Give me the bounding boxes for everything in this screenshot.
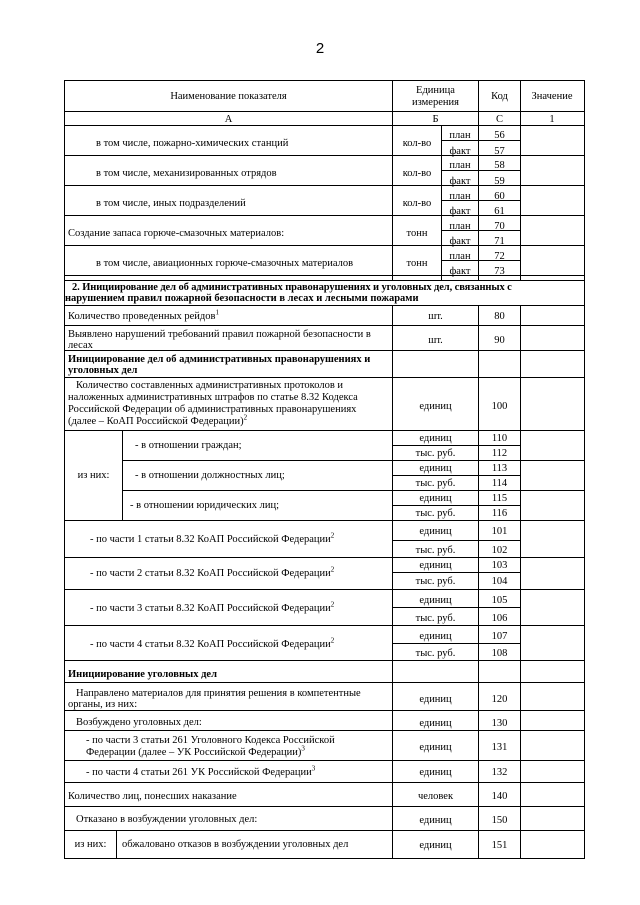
unit-cell: единиц	[419, 694, 452, 705]
grid-line	[64, 80, 585, 81]
row-label-line1: Направлено материалов для принятия решения в компетентные	[76, 688, 361, 699]
row-label-line2: наложенных административных штрафов по статье 8.32 Кодекса	[68, 392, 358, 403]
row-label: - в отношении должностных лиц;	[135, 470, 285, 481]
row-label: - в отношении граждан;	[135, 440, 242, 451]
code-cell: 90	[494, 335, 505, 346]
header-letter-1: 1	[549, 114, 555, 125]
row-label: Количество проведенных рейдов$^1$	[68, 308, 219, 322]
grid-line	[64, 782, 585, 783]
plan-label: план	[449, 251, 471, 262]
row-label: - по части 1 статьи 8.32 КоАП Российской Федерации$^2$	[90, 531, 335, 545]
unit-cell: единиц	[419, 718, 452, 729]
section-title-line2: нарушением правил пожарной безопасности в лесах и лесными пожарами	[65, 293, 419, 304]
code-cell: 106	[491, 613, 508, 624]
row-label: Возбуждено уголовных дел:	[76, 717, 202, 728]
unit-cell: шт.	[428, 311, 443, 322]
grid-line	[64, 682, 585, 683]
unit-cell: единиц	[419, 815, 452, 826]
grid-line	[116, 830, 117, 859]
grid-line	[64, 350, 585, 351]
unit-cell: тыс. руб.	[415, 478, 456, 489]
grid-line	[64, 858, 585, 859]
fact-label: факт	[449, 146, 471, 157]
code-cell: 61	[494, 206, 505, 217]
unit-cell: кол-во	[402, 168, 432, 179]
grid-line	[520, 305, 521, 859]
header-name: Наименование показателя	[170, 91, 287, 102]
grid-line	[64, 830, 585, 831]
unit-cell: единиц	[419, 560, 452, 571]
unit-cell: тыс. руб.	[415, 613, 456, 624]
row-label: Создание запаса горюче-смазочных материалов:	[68, 228, 285, 239]
unit-cell: единиц	[419, 463, 452, 474]
row-label: - по части 4 статьи 261 УК Российской Федерации$^3$	[86, 764, 316, 778]
header-letter-a: А	[224, 114, 233, 125]
unit-cell: единиц	[419, 742, 452, 753]
row-label: - по части 4 статьи 8.32 КоАП Российской Федерации$^2$	[90, 636, 335, 650]
unit-cell: тонн	[406, 228, 428, 239]
code-cell: 103	[491, 560, 508, 571]
fact-label: факт	[449, 266, 471, 277]
unit-cell: единиц	[419, 595, 452, 606]
code-cell: 140	[491, 791, 508, 802]
code-cell: 120	[491, 694, 508, 705]
grid-line	[392, 80, 393, 281]
plan-label: план	[449, 191, 471, 202]
unit-cell: единиц	[419, 526, 452, 537]
header-unit-line1: Единица	[416, 85, 455, 96]
row-label: Отказано в возбуждении уголовных дел:	[76, 814, 258, 825]
grid-line	[64, 125, 585, 126]
unit-cell: кол-во	[402, 198, 432, 209]
code-cell: 58	[494, 160, 505, 171]
subsection-title-line1: Инициирование дел об административных правонарушениях и	[68, 354, 371, 365]
grid-line	[64, 280, 585, 281]
grid-line	[392, 445, 521, 446]
code-cell: 105	[491, 595, 508, 606]
row-label: обжаловано отказов в возбуждении уголовных дел	[122, 839, 349, 850]
code-cell: 150	[491, 815, 508, 826]
code-cell: 72	[494, 251, 505, 262]
code-cell: 70	[494, 221, 505, 232]
unit-cell: единиц	[419, 767, 452, 778]
unit-cell: единиц	[419, 493, 452, 504]
row-label: в том числе, иных подразделений	[96, 198, 246, 209]
unit-cell: тыс. руб.	[415, 648, 456, 659]
grid-line	[392, 643, 521, 644]
plan-label: план	[449, 130, 471, 141]
unit-cell: тыс. руб.	[415, 545, 456, 556]
code-cell: 130	[491, 718, 508, 729]
grid-line	[64, 806, 585, 807]
code-cell: 131	[491, 742, 508, 753]
row-label: Количество лиц, понесших наказание	[68, 791, 237, 802]
unit-cell: кол-во	[402, 138, 432, 149]
row-label-line2: лесах	[68, 340, 93, 351]
row-label-line2: Федерации (далее – УК Российской Федерации)$^3$	[86, 744, 305, 758]
grid-line	[64, 625, 585, 626]
header-letter-c: С	[495, 114, 503, 125]
grid-line	[64, 760, 585, 761]
grid-line	[64, 111, 585, 112]
grid-line	[64, 305, 585, 306]
grid-line	[64, 730, 585, 731]
row-label-line4: (далее – КоАП Российской Федерации)$^2$	[68, 413, 248, 427]
grid-line	[520, 80, 521, 281]
code-cell: 116	[491, 508, 508, 519]
row-label-line1: Выявлено нарушений требований правил пожарной безопасности в	[68, 329, 371, 340]
unit-cell: единиц	[419, 433, 452, 444]
code-cell: 115	[491, 493, 508, 504]
code-cell: 110	[491, 433, 508, 444]
code-cell: 60	[494, 191, 505, 202]
fact-label: факт	[449, 206, 471, 217]
subsection-title-line2: уголовных дел	[68, 365, 138, 376]
code-cell: 107	[491, 631, 508, 642]
code-cell: 151	[491, 840, 508, 851]
header-code: Код	[491, 91, 508, 102]
unit-cell: тыс. руб.	[415, 508, 456, 519]
code-cell: 102	[491, 545, 508, 556]
row-label: - по части 3 статьи 8.32 КоАП Российской Федерации$^2$	[90, 600, 335, 614]
iz-nih-label: из них:	[74, 839, 107, 850]
code-cell: 108	[491, 648, 508, 659]
row-label: в том числе, механизированных отрядов	[96, 168, 277, 179]
section-title-line1: 2. Инициирование дел об административных правонарушениях и уголовных дел, связанных с	[72, 282, 512, 293]
row-label: - по части 2 статьи 8.32 КоАП Российской Федерации$^2$	[90, 565, 335, 579]
code-cell: 113	[491, 463, 508, 474]
grid-line	[392, 572, 521, 573]
row-label: в том числе, пожарно-химических станций	[96, 138, 289, 149]
code-cell: 59	[494, 176, 505, 187]
row-label-line1: Количество составленных административных протоколов и	[76, 380, 344, 391]
row-label: - в отношении юридических лиц;	[130, 500, 280, 511]
code-cell: 104	[491, 576, 508, 587]
code-cell: 56	[494, 130, 505, 141]
code-cell: 101	[491, 526, 508, 537]
unit-cell: тыс. руб.	[415, 576, 456, 587]
row-label-line2: органы, из них:	[68, 699, 138, 710]
grid-line	[392, 540, 521, 541]
iz-nih-label: из них:	[77, 470, 110, 481]
grid-line	[392, 475, 521, 476]
grid-line	[122, 430, 123, 521]
grid-line	[392, 505, 521, 506]
row-label: в том числе, авиационных горюче-смазочных материалов	[96, 258, 354, 269]
unit-cell: единиц	[419, 840, 452, 851]
header-letter-b: Б	[432, 114, 439, 125]
fact-label: факт	[449, 176, 471, 187]
page-number: 2	[315, 40, 325, 57]
grid-line	[64, 430, 585, 431]
grid-line	[64, 589, 585, 590]
code-cell: 73	[494, 266, 505, 277]
code-cell: 112	[491, 448, 508, 459]
fact-label: факт	[449, 236, 471, 247]
grid-line	[122, 490, 585, 491]
subsection-title: Инициирование уголовных дел	[68, 669, 217, 680]
row-label-line3: Российской Федерации об административных правонарушениях	[68, 404, 357, 415]
code-cell: 100	[491, 401, 508, 412]
grid-line	[584, 80, 585, 859]
header-value: Значение	[531, 91, 573, 102]
grid-line	[122, 460, 585, 461]
code-cell: 80	[494, 311, 505, 322]
code-cell: 132	[491, 767, 508, 778]
unit-cell: тыс. руб.	[415, 448, 456, 459]
row-label-line1: - по части 3 статьи 261 Уголовного Кодекса Российской	[86, 735, 335, 746]
grid-line	[64, 325, 585, 326]
code-cell: 57	[494, 146, 505, 157]
grid-line	[392, 607, 521, 608]
plan-label: план	[449, 221, 471, 232]
grid-line	[64, 710, 585, 711]
unit-cell: человек	[417, 791, 454, 802]
code-cell: 114	[491, 478, 508, 489]
plan-label: план	[449, 160, 471, 171]
grid-line	[64, 377, 585, 378]
unit-cell: единиц	[419, 401, 452, 412]
unit-cell: шт.	[428, 335, 443, 346]
unit-cell: единиц	[419, 631, 452, 642]
grid-line	[64, 660, 585, 661]
header-unit-line2: измерения	[412, 97, 459, 108]
unit-cell: тонн	[406, 258, 428, 269]
grid-line	[64, 520, 585, 521]
grid-line	[64, 557, 585, 558]
code-cell: 71	[494, 236, 505, 247]
